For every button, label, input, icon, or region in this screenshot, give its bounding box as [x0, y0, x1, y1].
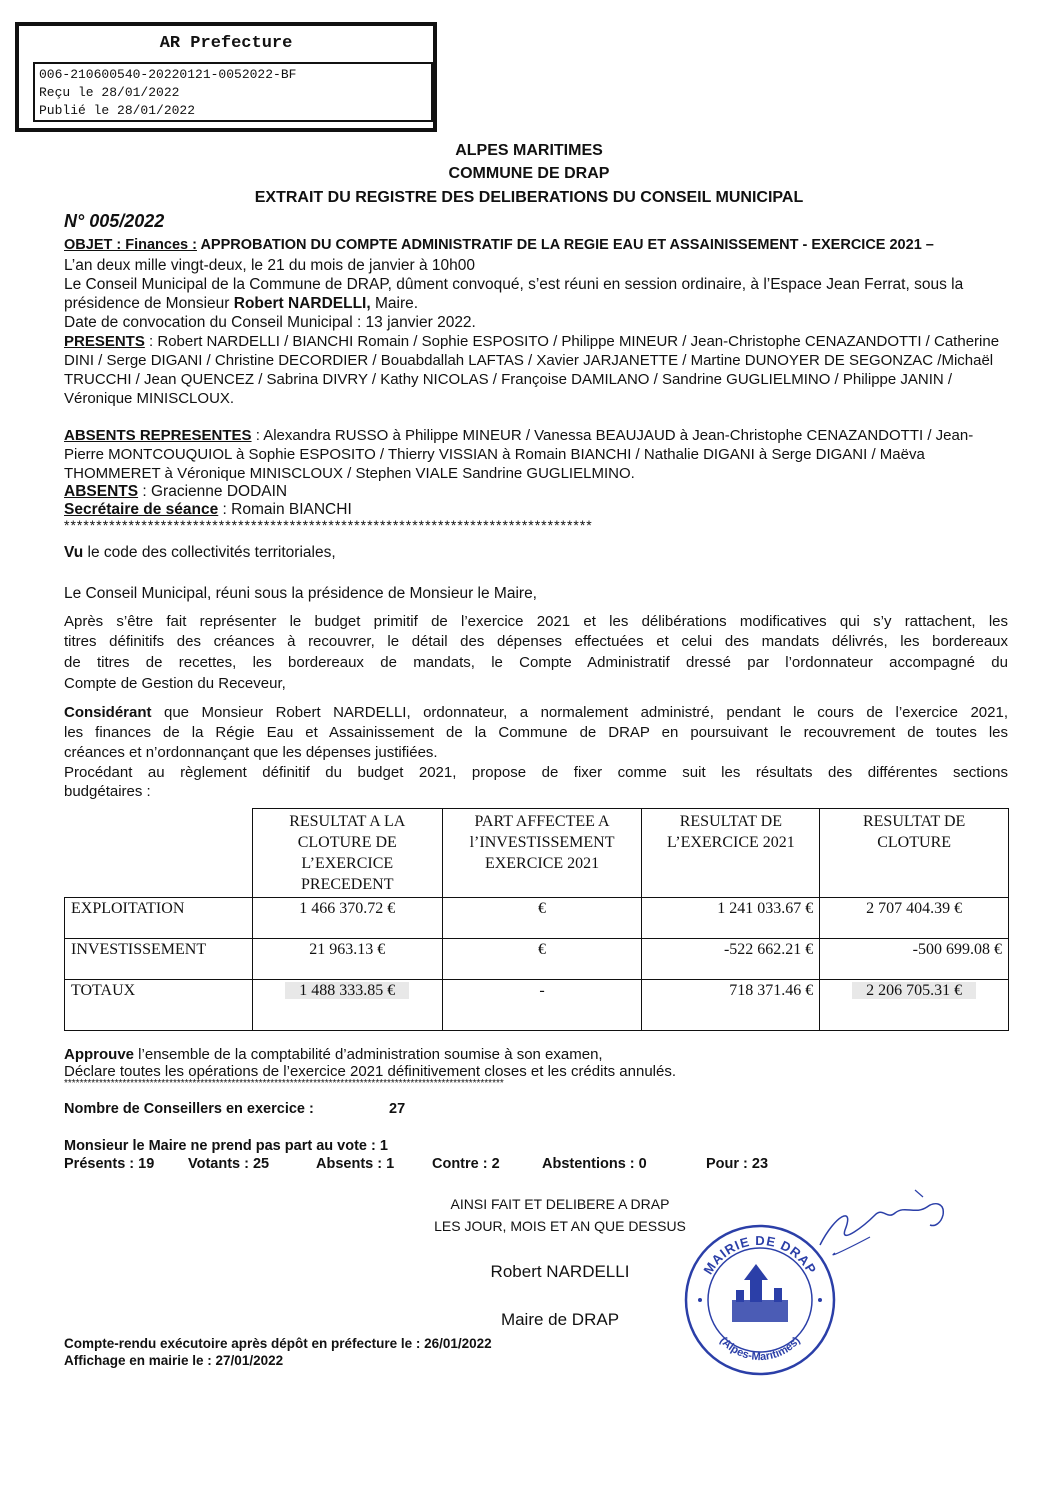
apres-line-1: Après s’être fait représenter le budget primitif de l’exercice 2021 et les délibérations modificatives qui s’y rattachent, les: [64, 613, 1008, 630]
separator-stars: **********************************************************************************: [64, 517, 593, 533]
stamp-top-text: MAIRIE DE DRAP: [700, 1232, 820, 1277]
presents-line-3: TRUCCHI / Jean QUENCEZ / Sabrina DIVRY / Kathy NICOLAS / Françoise DAMILANO / Sandrine GUGLIELMINO / Philippe JANIN /: [64, 371, 953, 388]
vu-line: [64, 543, 1008, 562]
table-row: [65, 939, 1009, 980]
absents-label: ABSENTS: [64, 483, 139, 500]
apres-line-2: titres définitifs des créances à recouvrer, le détail des dépenses effectuées et celui des mandats délivrés, les bordereaux: [64, 633, 1008, 650]
presents-line-2: DINI / Serge DIGANI / Christine DECORDIER / Bouabdallah LAFTAS / Xavier JARJANETTE / Martine DUNOYER DE SEGONZAC /Michaël: [64, 352, 994, 369]
vote-votants: Votants : 25: [188, 1156, 270, 1172]
table-row: [65, 980, 1009, 1031]
ainsi-fait: AINSI FAIT ET DELIBERE A DRAP: [450, 1196, 670, 1212]
considerant-line-1: [64, 703, 1008, 722]
table-header-cell: PART AFFECTEE A l’INVESTISSEMENT EXERCICE 2021: [442, 809, 642, 898]
compte-rendu-line: Compte-rendu exécutoire après dépôt en préfecture le : 26/01/2022: [64, 1336, 492, 1351]
considerant-label: Considérant: [64, 704, 152, 721]
objet-line: [64, 236, 1008, 255]
presents-text-1: : Robert NARDELLI / BIANCHI Romain / Sophie ESPOSITO / Philippe MINEUR / Jean-Christophe CENAZANDOTTI / Catherine: [144, 333, 1000, 350]
table-cell: €: [442, 939, 642, 980]
apres-line-3: de titres de recettes, les bordereaux de mandats, le Compte Administratif dressé par l’ordonnateur accompagné du: [64, 654, 1008, 671]
conseil-line: Le Conseil Municipal, réuni sous la présidence de Monsieur le Maire,: [64, 585, 537, 602]
vote-presents: Présents : 19: [64, 1156, 155, 1172]
table-cell: [820, 980, 1009, 1031]
apres-line-4: Compte de Gestion du Receveur,: [64, 675, 286, 692]
considerant-line-3: créances et n’ordonnançant que les dépenses justifiées.: [64, 744, 438, 761]
absents-rep-line-3: THOMMERET à Véronique MINISCLOUX / Stephen VIALE Sandrine GUGLIELMINO.: [64, 465, 635, 482]
presents-line-1: [64, 332, 1008, 351]
row-label: TOTAUX: [65, 980, 253, 1031]
table-cell: 1 241 033.67 €: [642, 898, 820, 939]
table-cell: [252, 980, 442, 1031]
objet-text: APPROBATION DU COMPTE ADMINISTRATIF DE LA REGIE EAU ET ASSAINISSEMENT - EXERCICE 2021 –: [196, 237, 934, 253]
separator-stars-2: *****************************************************************************************************************: [64, 1078, 504, 1089]
secretaire-text: : Romain BIANCHI: [218, 501, 352, 518]
secretaire-label: Secrétaire de séance: [64, 501, 219, 518]
maire-name: Robert NARDELLI: [490, 1262, 630, 1281]
nb-conseillers-label: Nombre de Conseillers en exercice :: [64, 1101, 314, 1117]
table-cell: 1 466 370.72 €: [252, 898, 442, 939]
vote-abstentions: Abstentions : 0: [542, 1156, 647, 1172]
row-label: EXPLOITATION: [65, 898, 253, 939]
department-title: ALPES MARITIMES: [455, 142, 603, 159]
procedant-line-1: Procédant au règlement définitif du budget 2021, propose de fixer comme suit les résultats des différentes sections: [64, 764, 1008, 781]
presents-line-4: Véronique MINISCLOUX.: [64, 390, 235, 407]
presidence-suffix: Maire.: [370, 295, 419, 312]
vu-text: le code des collectivités territoriales,: [83, 544, 336, 561]
table-cell: 21 963.13 €: [252, 939, 442, 980]
objet-label: OBJET : Finances :: [64, 237, 197, 253]
deliberation-number: N° 005/2022: [64, 211, 165, 231]
vote-pour: Pour : 23: [706, 1156, 769, 1172]
maire-vote-line: Monsieur le Maire ne prend pas part au vote : 1: [64, 1138, 388, 1154]
intro-convocation-date: Date de convocation du Conseil Municipal : 13 janvier 2022.: [64, 314, 476, 331]
table-cell: -500 699.08 €: [820, 939, 1009, 980]
commune-title: COMMUNE DE DRAP: [448, 165, 610, 182]
considerant-line-2: les finances de la Régie Eau et Assainissement de la Commune de DRAP en poursuivant le recouvrement de toutes les: [64, 724, 1008, 741]
row-label: INVESTISSEMENT: [65, 939, 253, 980]
total-cell-shaded: 2 206 705.31 €: [852, 982, 976, 999]
table-cell: 2 707 404.39 €: [820, 898, 1009, 939]
stamp-emblem-icon: [732, 1264, 788, 1322]
table-header-cell: RESULTAT DE CLOTURE: [820, 809, 1009, 898]
ar-title: AR Prefecture: [159, 34, 293, 53]
nb-conseillers-value: 27: [389, 1101, 406, 1117]
president-name: Robert NARDELLI,: [233, 295, 371, 312]
table-cell: 718 371.46 €: [642, 980, 820, 1031]
ar-publie: Publié le 28/01/2022: [39, 103, 196, 118]
ar-info: [33, 62, 433, 122]
absents-rep-line-2: Pierre MONTCOUQUIOL à Sophie ESPOSITO / Thierry VISSIAN à Romain BIANCHI / Nathalie DIGANI à Serge DIGANI / Maëva: [64, 446, 925, 463]
absents-line: [64, 482, 1008, 501]
svg-text:(Alpes-Maritimes): [717, 1335, 803, 1364]
affichage-line: Affichage en mairie le : 27/01/2022: [64, 1353, 284, 1368]
procedant-line-2: budgétaires :: [64, 783, 151, 800]
ar-reference: 006-210600540-20220121-0052022-BF: [39, 67, 297, 82]
absents-rep-label: ABSENTS REPRESENTES: [64, 427, 252, 444]
jour-mois: LES JOUR, MOIS ET AN QUE DESSUS: [434, 1218, 686, 1234]
approuve-text: l’ensemble de la comptabilité d’administration soumise à son examen,: [134, 1046, 603, 1063]
absents-text: : Gracienne DODAIN: [138, 483, 288, 500]
table-cell: -: [442, 980, 642, 1031]
table-header-cell: RESULTAT DE L’EXERCICE 2021: [642, 809, 820, 898]
table-cell: €: [442, 898, 642, 939]
handwritten-signature: [815, 1185, 955, 1265]
maire-title: Maire de DRAP: [500, 1310, 620, 1329]
approuve-label: Approuve: [64, 1046, 135, 1063]
table-cell: -522 662.21 €: [642, 939, 820, 980]
table-header-row: [65, 809, 1009, 898]
table-row: [65, 898, 1009, 939]
table-header-cell: RESULTAT A LA CLOTURE DE L’EXERCICE PRECEDENT: [252, 809, 442, 898]
intro-date: L’an deux mille vingt-deux, le 21 du mois de janvier à 10h00: [64, 257, 476, 274]
absents-rep-text-1: : Alexandra RUSSO à Philippe MINEUR / Vanessa BEAUJAUD à Jean-Christophe CENAZANDOTTI / Jean-: [251, 427, 974, 444]
total-cell-shaded: 1 488 333.85 €: [285, 982, 409, 999]
ar-prefecture-box: [15, 22, 437, 132]
presents-label: PRESENTS: [64, 333, 145, 350]
vu-label: Vu: [64, 544, 84, 561]
stamp-bottom-text: (Alpes-Maritimes): [717, 1334, 803, 1364]
presidence-text: présidence de Monsieur: [64, 295, 234, 312]
intro-presidence: [64, 294, 1008, 313]
vote-absents: Absents : 1: [316, 1156, 395, 1172]
table-header-cell: [65, 809, 253, 898]
considerant-text-1: que Monsieur Robert NARDELLI, ordonnateur, a normalement administré, pendant le cours de l’exercice 2021,: [151, 704, 1008, 721]
registre-title: EXTRAIT DU REGISTRE DES DELIBERATIONS DU CONSEIL MUNICIPAL: [254, 189, 804, 206]
results-table: [64, 808, 1009, 1031]
absents-rep-line-1: [64, 426, 1008, 445]
intro-convocation: Le Conseil Municipal de la Commune de DRAP, dûment convoqué, s’est réuni en session ordinaire, à l’Espace Jean Ferrat, sous la: [64, 276, 964, 293]
vote-contre: Contre : 2: [432, 1156, 500, 1172]
declare-line: Déclare toutes les opérations de l’exercice 2021 définitivement closes et les crédits annulés.: [64, 1063, 676, 1080]
ar-recu: Reçu le 28/01/2022: [39, 85, 180, 100]
